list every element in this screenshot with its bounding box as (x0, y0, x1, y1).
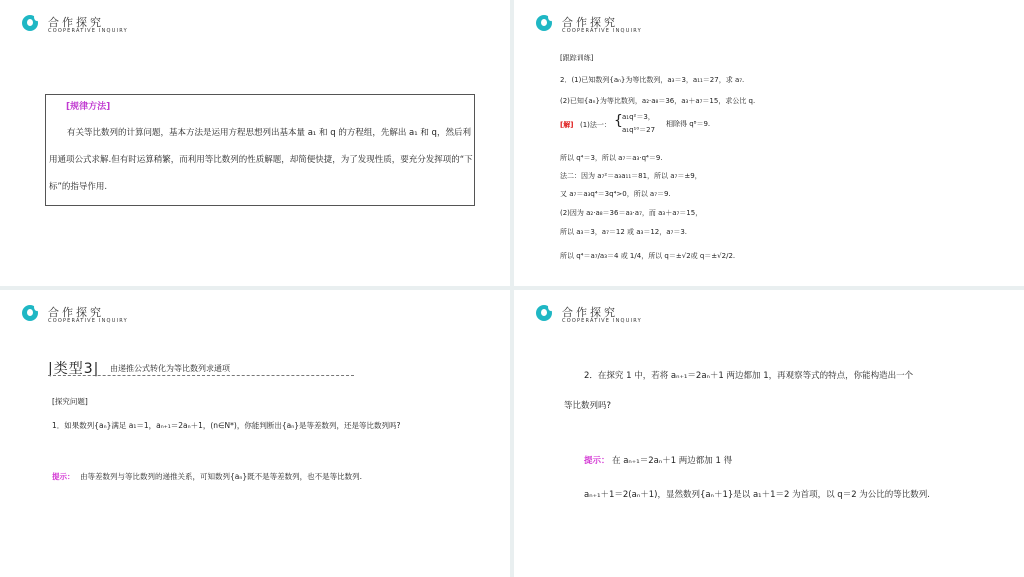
slide-4 (514, 290, 1024, 577)
hint-text: 在 aₙ₊₁＝2aₙ＋1 两边都加 1 得 (612, 456, 733, 466)
hint-label: 提示： (584, 456, 610, 466)
system-eq-2: a₁q¹⁰＝27 (622, 126, 656, 134)
header-title: 合作探究 (48, 16, 104, 29)
header-subtitle: COOPERATIVE INQUIRY (562, 28, 642, 34)
question-2-line-1: 2．在探究 1 中，若将 aₙ₊₁＝2aₙ＋1 两边都加 1，再观察等式的特点，你能构造出一个 (584, 371, 914, 381)
exercise-2: (2)已知{aₙ}为等比数列，a₂·a₈＝36，a₃＋a₇＝15，求公比 q. (560, 97, 756, 105)
dashed-divider (48, 375, 354, 376)
hint-text: 由等差数列与等比数列的递推关系，可知数列{aₙ}既不是等差数列，也不是等比数列. (80, 472, 363, 481)
solution-label: [解] (560, 121, 574, 129)
question-2-line-2: 等比数列吗? (564, 401, 612, 411)
solution-line: (2)因为 a₂·a₈＝36＝a₃·a₇，而 a₃＋a₇＝15， (560, 209, 703, 217)
logo-icon (22, 305, 38, 321)
type-label: |类型3| (48, 361, 100, 377)
divide-result: 相除得 q⁸＝9. (666, 120, 711, 128)
brace: { (614, 113, 623, 129)
solution-line: 法二：因为 a₇²＝a₃a₁₁＝81，所以 a₇＝±9， (560, 172, 702, 180)
section-label: [跟踪训练] (560, 54, 594, 62)
question-1: 1．如果数列{aₙ}满足 a₁＝1，aₙ₊₁＝2aₙ＋1，(n∈N*)，你能判断出{aₙ}是等差数列，还是等比数列吗? (52, 421, 401, 430)
section-label: [探究问题] (52, 397, 88, 406)
hint-label: 提示： (52, 472, 75, 481)
exercise-1: 2．(1)已知数列{aₙ}为等比数列，a₃＝3，a₁₁＝27，求 a₇. (560, 76, 745, 84)
header-subtitle: COOPERATIVE INQUIRY (48, 28, 128, 34)
slide-3 (0, 290, 510, 577)
logo-icon (536, 305, 552, 321)
logo-icon (536, 15, 552, 31)
header-title: 合作探究 (562, 16, 618, 29)
slide-1 (0, 0, 510, 286)
header-subtitle: COOPERATIVE INQUIRY (562, 318, 642, 324)
hint-answer: aₙ₊₁＋1＝2(aₙ＋1)，显然数列{aₙ＋1}是以 a₁＋1＝2 为首项，以 q＝2 为公比的等比数列. (584, 490, 931, 500)
header-subtitle: COOPERATIVE INQUIRY (48, 318, 128, 324)
logo-icon (22, 15, 38, 31)
rule-text: 有关等比数列的计算问题，基本方法是运用方程思想列出基本量 a₁ 和 q 的方程组，先解出 a₁ 和 q，然后利用通项公式求解.但有时运算稍繁，而利用等比数列的性质解题，却简便快捷，为了发现性质，要充分发挥项的“下标”的指导作用. (49, 128, 473, 192)
system-eq-1: a₁q²＝3， (622, 113, 655, 121)
solution-line: 所以 q⁴＝a₇/a₃＝4 或 1/4，所以 q＝±√2或 q＝±√2/2. (560, 252, 736, 260)
header-title: 合作探究 (48, 306, 104, 319)
rule-title: [规律方法] (66, 102, 111, 112)
solution-line: 所以 q⁴＝3，所以 a₇＝a₃·q⁴＝9. (560, 154, 663, 162)
method-1: (1)法一： (580, 121, 611, 129)
header-title: 合作探究 (562, 306, 618, 319)
type-description: 由递推公式转化为等比数列求通项 (110, 364, 230, 373)
slide-2 (514, 0, 1024, 286)
rule-box (45, 94, 475, 206)
solution-line: 所以 a₃＝3，a₇＝12 或 a₃＝12，a₇＝3. (560, 228, 688, 236)
solution-line: 又 a₇＝a₃q⁴＝3q⁴>0，所以 a₇＝9. (560, 190, 671, 198)
